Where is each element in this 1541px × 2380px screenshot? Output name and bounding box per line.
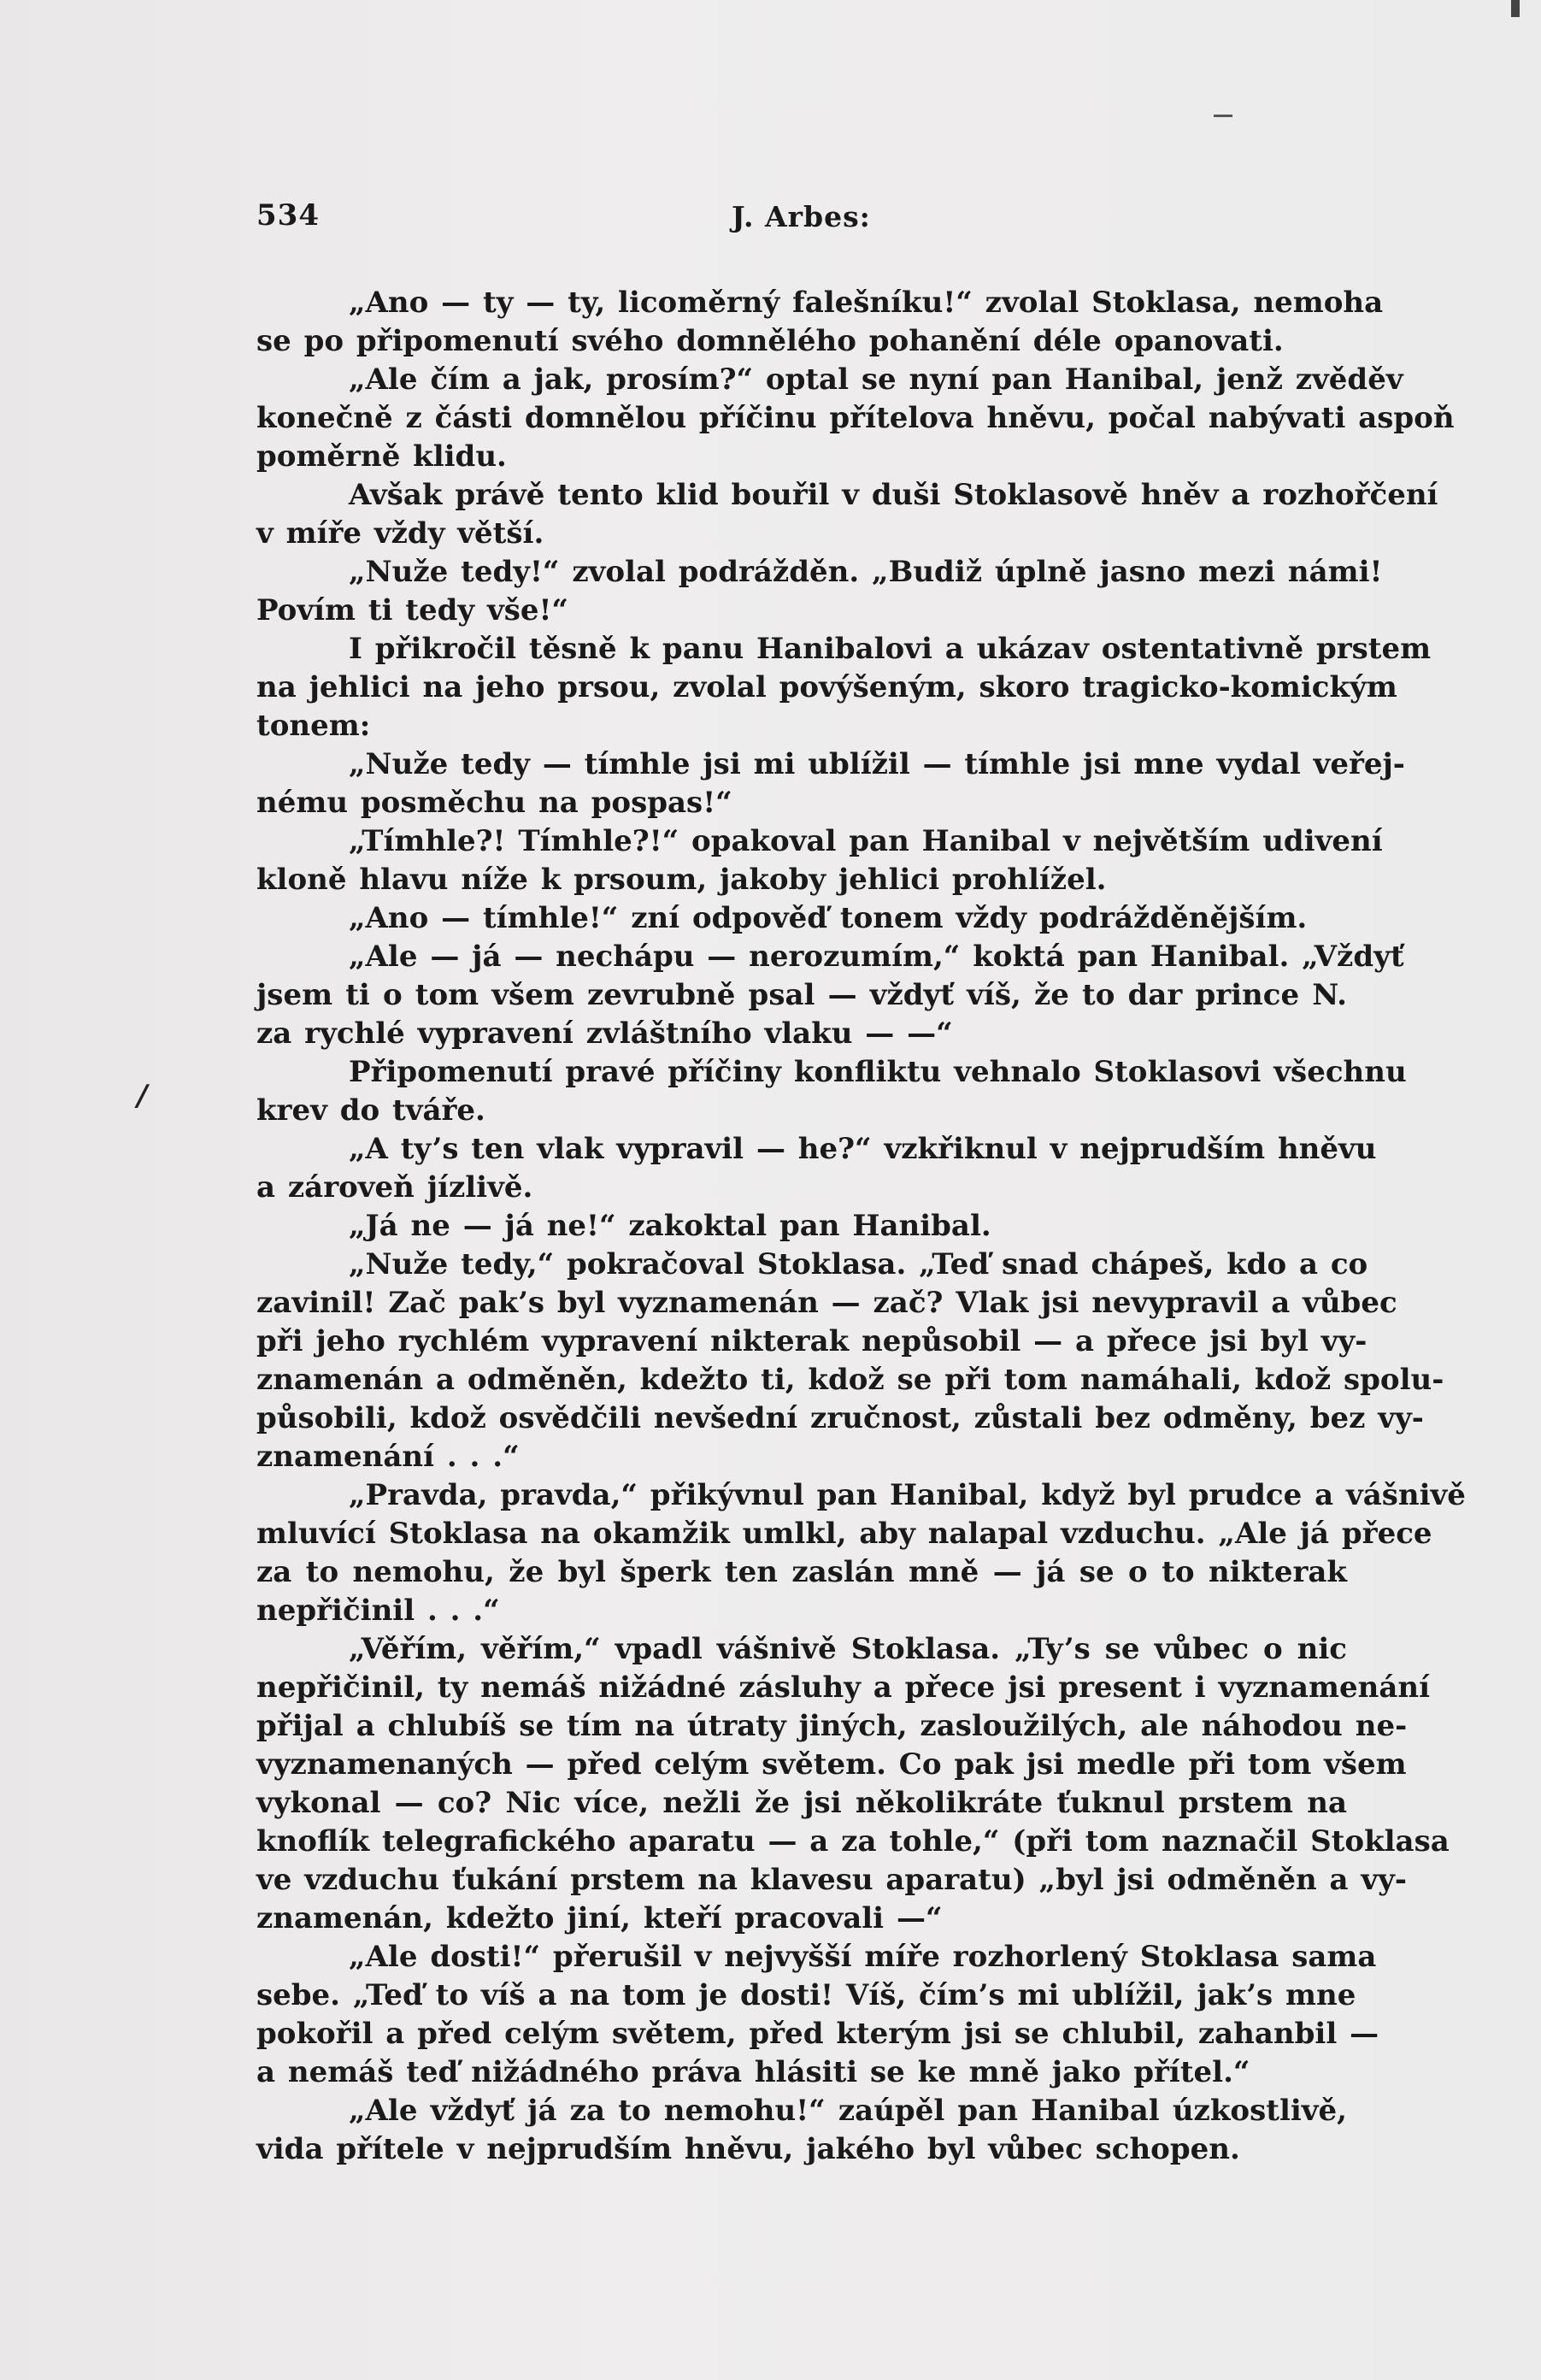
text-line: „Ale — já — nechápu — nerozumím,“ koktá pan Hanibal. „Vždyť [349,940,1404,974]
page-number: 534 [256,198,320,233]
text-line: přijal a chlubíš se tím na útraty jiných, zasloužilých, ale náhodou ne- [256,1709,1408,1743]
text-line: Připomenutí pravé příčiny konfliktu vehnalo Stoklasovi všechnu [349,1055,1407,1089]
text-line: znamenán a odměněn, kdežto ti, kdož se při tom namáhali, kdož spolu- [256,1363,1444,1397]
text-line: vykonal — co? Nic více, nežli že jsi několikráte ťuknul prstem na [256,1786,1347,1820]
text-line: „Nuže tedy,“ pokračoval Stoklasa. „Teď snad chápeš, kdo a co [349,1247,1368,1281]
text-line: a nemáš teď nižádného práva hlásiti se ke mně jako přítel.“ [256,2055,1250,2089]
text-line: „A ty’s ten vlak vypravil — he?“ vzkřiknul v nejprudším hněvu [349,1132,1377,1166]
text-line: znamenání . . .“ [256,1440,520,1474]
text-line: poměrně klidu. [256,439,507,474]
text-line: vyznamenaných — před celým světem. Co pak jsi medle při tom všem [256,1747,1407,1782]
page-header [256,198,1347,250]
text-line: „Ano — ty — ty, licoměrný falešníku!“ zvolal Stoklasa, nemoha [349,286,1384,320]
text-line: I přikročil těsně k panu Hanibalovi a ukázav ostentativně prstem [349,632,1432,666]
scan-dash-mark [1214,115,1232,117]
text-line: působili, kdož osvědčili nevšední zručnost, zůstali bez odměny, bez vy- [256,1401,1424,1435]
text-line: vida přítele v nejprudším hněvu, jakého byl vůbec schopen. [256,2132,1240,2166]
text-line: znamenán, kdežto jiní, kteří pracovali —“ [256,1901,943,1935]
text-line: mluvící Stoklasa na okamžik umlkl, aby nalapal vzduchu. „Ale já přece [256,1517,1432,1551]
text-line: „Nuže tedy — tímhle jsi mi ublížil — tímhle jsi mne vydal veřej- [349,747,1405,781]
text-line: Avšak právě tento klid bouřil v duši Stoklasově hněv a rozhořčení [349,478,1438,512]
text-line: v míře vždy větší. [256,516,544,551]
text-line: krev do tváře. [256,1093,485,1128]
text-line: jsem ti o tom všem zevrubně psal — vždyť víš, že to dar prince N. [256,978,1347,1012]
scan-corner-mark [1511,0,1520,17]
text-line: „Ano — tímhle!“ zní odpověď tonem vždy podrážděnějším. [349,901,1308,935]
text-line: „Ale čím a jak, prosím?“ optal se nyní pan Hanibal, jenž zvěděv [349,362,1403,397]
text-line: za to nemohu, že byl šperk ten zaslán mně — já se o to nikterak [256,1555,1347,1589]
text-line: se po připomenutí svého domnělého pohanění déle opanovati. [256,324,1284,358]
text-line: konečně z části domnělou příčinu přítelova hněvu, počal nabývati aspoň [256,401,1455,435]
text-line: za rychlé vypravení zvláštního vlaku — —“ [256,1016,953,1051]
text-line: „Tímhle?! Tímhle?!“ opakoval pan Hanibal v největším udivení [349,824,1383,858]
text-line: sebe. „Teď to víš a na tom je dosti! Víš, čím’s mi ublížil, jak’s mne [256,1978,1356,2012]
text-line: „Ale dosti!“ přerušil v nejvyšší míře rozhorlený Stoklasa sama [349,1940,1377,1974]
text-line: kloně hlavu níže k prsoum, jakoby jehlici prohlížel. [256,863,1107,897]
text-line: nému posměchu na pospas!“ [256,786,732,820]
text-line: „Nuže tedy!“ zvolal podrážděn. „Budiž úplně jasno mezi námi! [349,555,1383,589]
running-head: J. Arbes: [732,200,871,233]
text-line: nepřičinil . . .“ [256,1594,500,1628]
text-line: zavinil! Zač pak’s byl vyznamenán — zač? Vlak jsi nevypravil a vůbec [256,1286,1397,1320]
text-line: nepřičinil, ty nemáš nižádné zásluhy a přece jsi present i vyznamenání [256,1670,1431,1705]
text-line: „Já ne — já ne!“ zakoktal pan Hanibal. [349,1209,991,1243]
margin-mark: / [137,1079,148,1113]
body-text [256,284,1466,2169]
text-line: „Pravda, pravda,“ přikývnul pan Hanibal, když byl prudce a vášnivě [349,1478,1466,1512]
text-line: tonem: [256,709,371,743]
text-line: „Věřím, věřím,“ vpadl vášnivě Stoklasa. „Ty’s se vůbec o nic [349,1632,1347,1666]
text-line: při jeho rychlém vypravení nikterak nepůsobil — a přece jsi byl vy- [256,1324,1367,1358]
text-line: „Ale vždyť já za to nemohu!“ zaúpěl pan Hanibal úzkostlivě, [349,2094,1347,2128]
text-line: knoflík telegrafického aparatu — a za tohle,“ (při tom naznačil Stoklasa [256,1824,1450,1859]
text-line: pokořil a před celým světem, před kterým jsi se chlubil, zahanbil — [256,2017,1379,2051]
text-line: ve vzduchu ťukání prstem na klavesu aparatu) „byl jsi odměněn a vy- [256,1863,1408,1897]
text-line: Povím ti tedy vše!“ [256,593,568,627]
text-line: a zároveň jízlivě. [256,1170,533,1205]
text-line: na jehlici na jeho prsou, zvolal povýšeným, skoro tragicko-komickým [256,670,1397,704]
